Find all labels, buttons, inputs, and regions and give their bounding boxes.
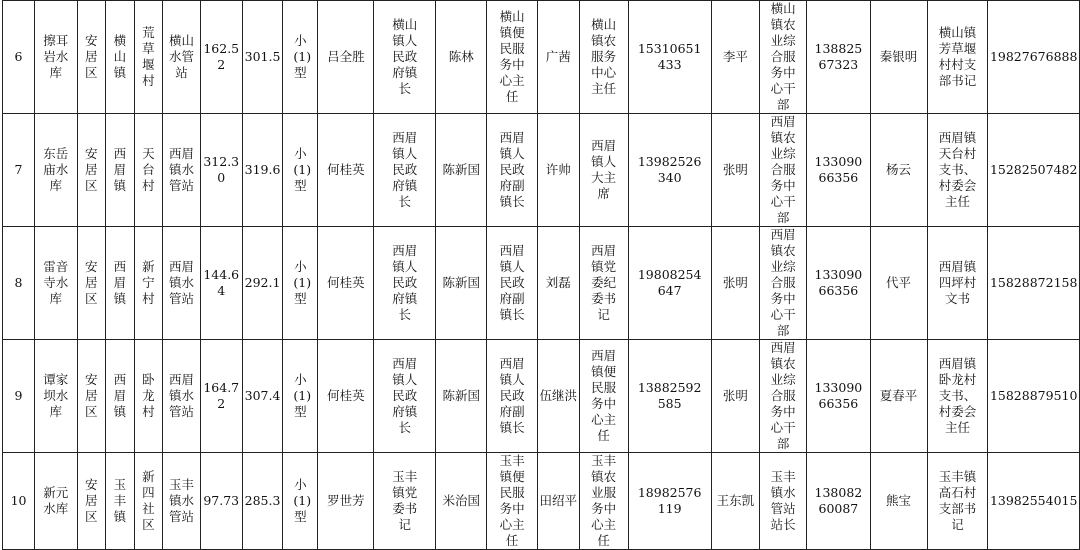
cell-village: 新四社区	[134, 453, 163, 550]
cell-station-phone: 13309066356	[807, 340, 870, 453]
table-row	[3, 114, 1080, 227]
cell-town: 西眉镇	[106, 227, 135, 340]
cell-village-name: 夏春平	[870, 340, 927, 453]
cell-type: 小(1)型	[283, 1, 318, 114]
cell-tech-name: 陈林	[436, 1, 487, 114]
cell-inspector-name: 伍继洪	[537, 340, 579, 453]
cell-village-title: 横山镇芳草堰村村支部书记	[927, 1, 988, 114]
cell-station-name: 王东凯	[711, 453, 759, 550]
table-row	[3, 340, 1080, 453]
cell-station-title: 西眉镇农业综合服务中心干部	[759, 227, 806, 340]
cell-station: 西眉镇水管站	[163, 114, 201, 227]
cell-tech-title: 横山镇便民服务中心主任	[487, 1, 537, 114]
cell-admin-title: 西眉镇人民政府镇长	[374, 340, 436, 453]
cell-village-phone: 15282507482	[988, 114, 1080, 227]
cell-station: 横山水管站	[163, 1, 201, 114]
cell-admin-name: 何桂英	[318, 114, 374, 227]
cell-reservoir-name: 谭家坝水库	[35, 340, 78, 453]
cell-admin-title: 西眉镇人民政府镇长	[374, 227, 436, 340]
cell-level: 301.5	[242, 1, 283, 114]
cell-village: 新宁村	[134, 227, 163, 340]
cell-no: 10	[3, 453, 35, 550]
cell-level: 285.3	[242, 453, 283, 550]
cell-tech-name: 陈新国	[436, 227, 487, 340]
cell-area: 312.30	[200, 114, 242, 227]
cell-inspector-title: 横山镇农服务中心主任	[579, 1, 628, 114]
cell-admin-name: 何桂英	[318, 227, 374, 340]
cell-station-phone: 13309066356	[807, 114, 870, 227]
cell-level: 319.6	[242, 114, 283, 227]
cell-tech-title: 西眉镇人民政府副镇长	[487, 227, 537, 340]
cell-tech-name: 陈新国	[436, 114, 487, 227]
cell-village-title: 西眉镇天台村支书、村委会主任	[927, 114, 988, 227]
cell-town: 玉丰镇	[106, 453, 135, 550]
cell-station: 西眉镇水管站	[163, 227, 201, 340]
cell-type: 小(1)型	[283, 114, 318, 227]
cell-admin-title: 玉丰镇党委书记	[374, 453, 436, 550]
cell-station-name: 张明	[711, 227, 759, 340]
cell-station-name: 张明	[711, 114, 759, 227]
cell-town: 横山镇	[106, 1, 135, 114]
cell-area: 144.64	[200, 227, 242, 340]
cell-village-title: 西眉镇卧龙村支书、村委会主任	[927, 340, 988, 453]
cell-district: 安居区	[77, 227, 106, 340]
cell-inspector-name: 田绍平	[537, 453, 579, 550]
cell-admin-title: 西眉镇人民政府镇长	[374, 114, 436, 227]
cell-village-name: 杨云	[870, 114, 927, 227]
cell-level: 292.1	[242, 227, 283, 340]
cell-inspector-title: 西眉镇便民服务中心主任	[579, 340, 628, 453]
cell-inspector-phone: 13882592585	[628, 340, 711, 453]
cell-inspector-name: 广茜	[537, 1, 579, 114]
cell-area: 97.73	[200, 453, 242, 550]
cell-no: 6	[3, 1, 35, 114]
cell-inspector-title: 西眉镇党委纪委书记	[579, 227, 628, 340]
cell-district: 安居区	[77, 114, 106, 227]
cell-inspector-phone: 18982576119	[628, 453, 711, 550]
cell-town: 西眉镇	[106, 114, 135, 227]
cell-type: 小(1)型	[283, 340, 318, 453]
cell-station-title: 玉丰镇水管站站长	[759, 453, 806, 550]
cell-no: 9	[3, 340, 35, 453]
cell-type: 小(1)型	[283, 453, 318, 550]
cell-village-phone: 19827676888	[988, 1, 1080, 114]
cell-no: 7	[3, 114, 35, 227]
cell-station-title: 西眉镇农业综合服务中心干部	[759, 340, 806, 453]
cell-reservoir-name: 雷音寺水库	[35, 227, 78, 340]
cell-admin-name: 何桂英	[318, 340, 374, 453]
cell-village-phone: 15828872158	[988, 227, 1080, 340]
cell-station: 玉丰镇水管站	[163, 453, 201, 550]
cell-village: 天台村	[134, 114, 163, 227]
cell-tech-title: 西眉镇人民政府副镇长	[487, 340, 537, 453]
table-row	[3, 227, 1080, 340]
cell-station-phone: 13309066356	[807, 227, 870, 340]
cell-area: 164.72	[200, 340, 242, 453]
table-row	[3, 1, 1080, 114]
cell-station-title: 横山镇农业综合服务中心干部	[759, 1, 806, 114]
cell-district: 安居区	[77, 340, 106, 453]
cell-district: 安居区	[77, 453, 106, 550]
cell-tech-name: 陈新国	[436, 340, 487, 453]
cell-village-name: 秦银明	[870, 1, 927, 114]
cell-village: 卧龙村	[134, 340, 163, 453]
cell-village-title: 玉丰镇高石村支部书记	[927, 453, 988, 550]
cell-station-phone: 13882567323	[807, 1, 870, 114]
cell-inspector-name: 许帅	[537, 114, 579, 227]
cell-reservoir-name: 新元水库	[35, 453, 78, 550]
table-row	[3, 453, 1080, 550]
cell-tech-name: 米治国	[436, 453, 487, 550]
cell-inspector-title: 西眉镇人大主席	[579, 114, 628, 227]
cell-town: 西眉镇	[106, 340, 135, 453]
cell-station: 西眉镇水管站	[163, 340, 201, 453]
cell-inspector-phone: 15310651433	[628, 1, 711, 114]
cell-tech-title: 西眉镇人民政府副镇长	[487, 114, 537, 227]
cell-no: 8	[3, 227, 35, 340]
cell-station-title: 西眉镇农业综合服务中心干部	[759, 114, 806, 227]
cell-tech-title: 玉丰镇便民服务中心主任	[487, 453, 537, 550]
cell-station-name: 李平	[711, 1, 759, 114]
cell-village-phone: 13982554015	[988, 453, 1080, 550]
cell-area: 162.52	[200, 1, 242, 114]
cell-reservoir-name: 东岳庙水库	[35, 114, 78, 227]
cell-village-phone: 15828879510	[988, 340, 1080, 453]
cell-inspector-title: 玉丰镇农业服务中心主任	[579, 453, 628, 550]
cell-village-title: 西眉镇四坪村文书	[927, 227, 988, 340]
cell-station-name: 张明	[711, 340, 759, 453]
reservoir-responsibility-table	[2, 0, 1080, 550]
cell-reservoir-name: 擦耳岩水库	[35, 1, 78, 114]
cell-admin-name: 吕全胜	[318, 1, 374, 114]
cell-admin-name: 罗世芳	[318, 453, 374, 550]
cell-village: 荒草堰村	[134, 1, 163, 114]
cell-village-name: 代平	[870, 227, 927, 340]
cell-village-name: 熊宝	[870, 453, 927, 550]
cell-station-phone: 13808260087	[807, 453, 870, 550]
cell-admin-title: 横山镇人民政府镇长	[374, 1, 436, 114]
cell-inspector-phone: 19808254647	[628, 227, 711, 340]
cell-type: 小(1)型	[283, 227, 318, 340]
cell-inspector-name: 刘磊	[537, 227, 579, 340]
cell-level: 307.4	[242, 340, 283, 453]
cell-inspector-phone: 13982526340	[628, 114, 711, 227]
cell-district: 安居区	[77, 1, 106, 114]
